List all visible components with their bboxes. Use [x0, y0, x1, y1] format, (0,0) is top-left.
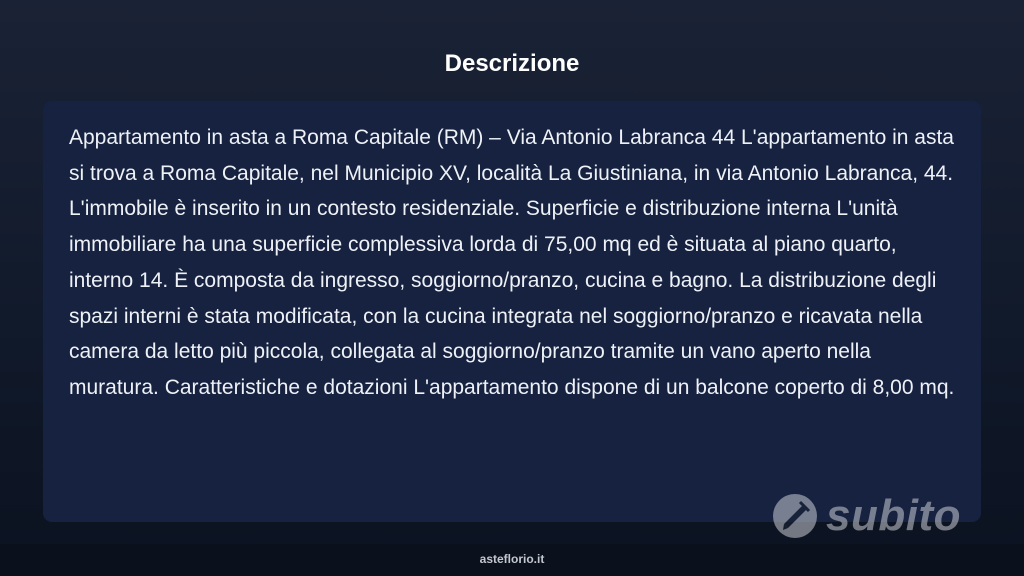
subito-logo-icon: [772, 493, 818, 539]
description-card: [43, 101, 981, 522]
subito-watermark: [772, 488, 961, 544]
page-title: Descrizione: [444, 50, 580, 77]
subito-watermark-text: subito: [826, 491, 961, 540]
description-text: Appartamento in asta a Roma Capitale (RM) – Via Antonio Labranca 44 L'appartamento in asta si trova a Roma Capitale, nel Municipio XV, località La Giustiniana, in via Antonio Labranca, 44. L'immobile è inserito in un contesto residenziale. Superficie e distribuzione interna L'unità immobiliare ha una superficie complessiva lorda di 75,00 mq ed è situata al piano quarto, interno 14. È composta da ingresso, soggiorno/pranzo, cucina e bagno. La distribuzione degli spazi interni è stata modificata, con la cucina integrata nel soggiorno/pranzo e ricavata nella camera da letto più piccola, collegata al soggiorno/pranzo tramite un vano aperto nella muratura. Caratteristiche e dotazioni L'appartamento dispone di un balcone coperto di 8,00 mq.: [69, 126, 955, 399]
footer-source: asteflorio.it: [479, 552, 545, 566]
